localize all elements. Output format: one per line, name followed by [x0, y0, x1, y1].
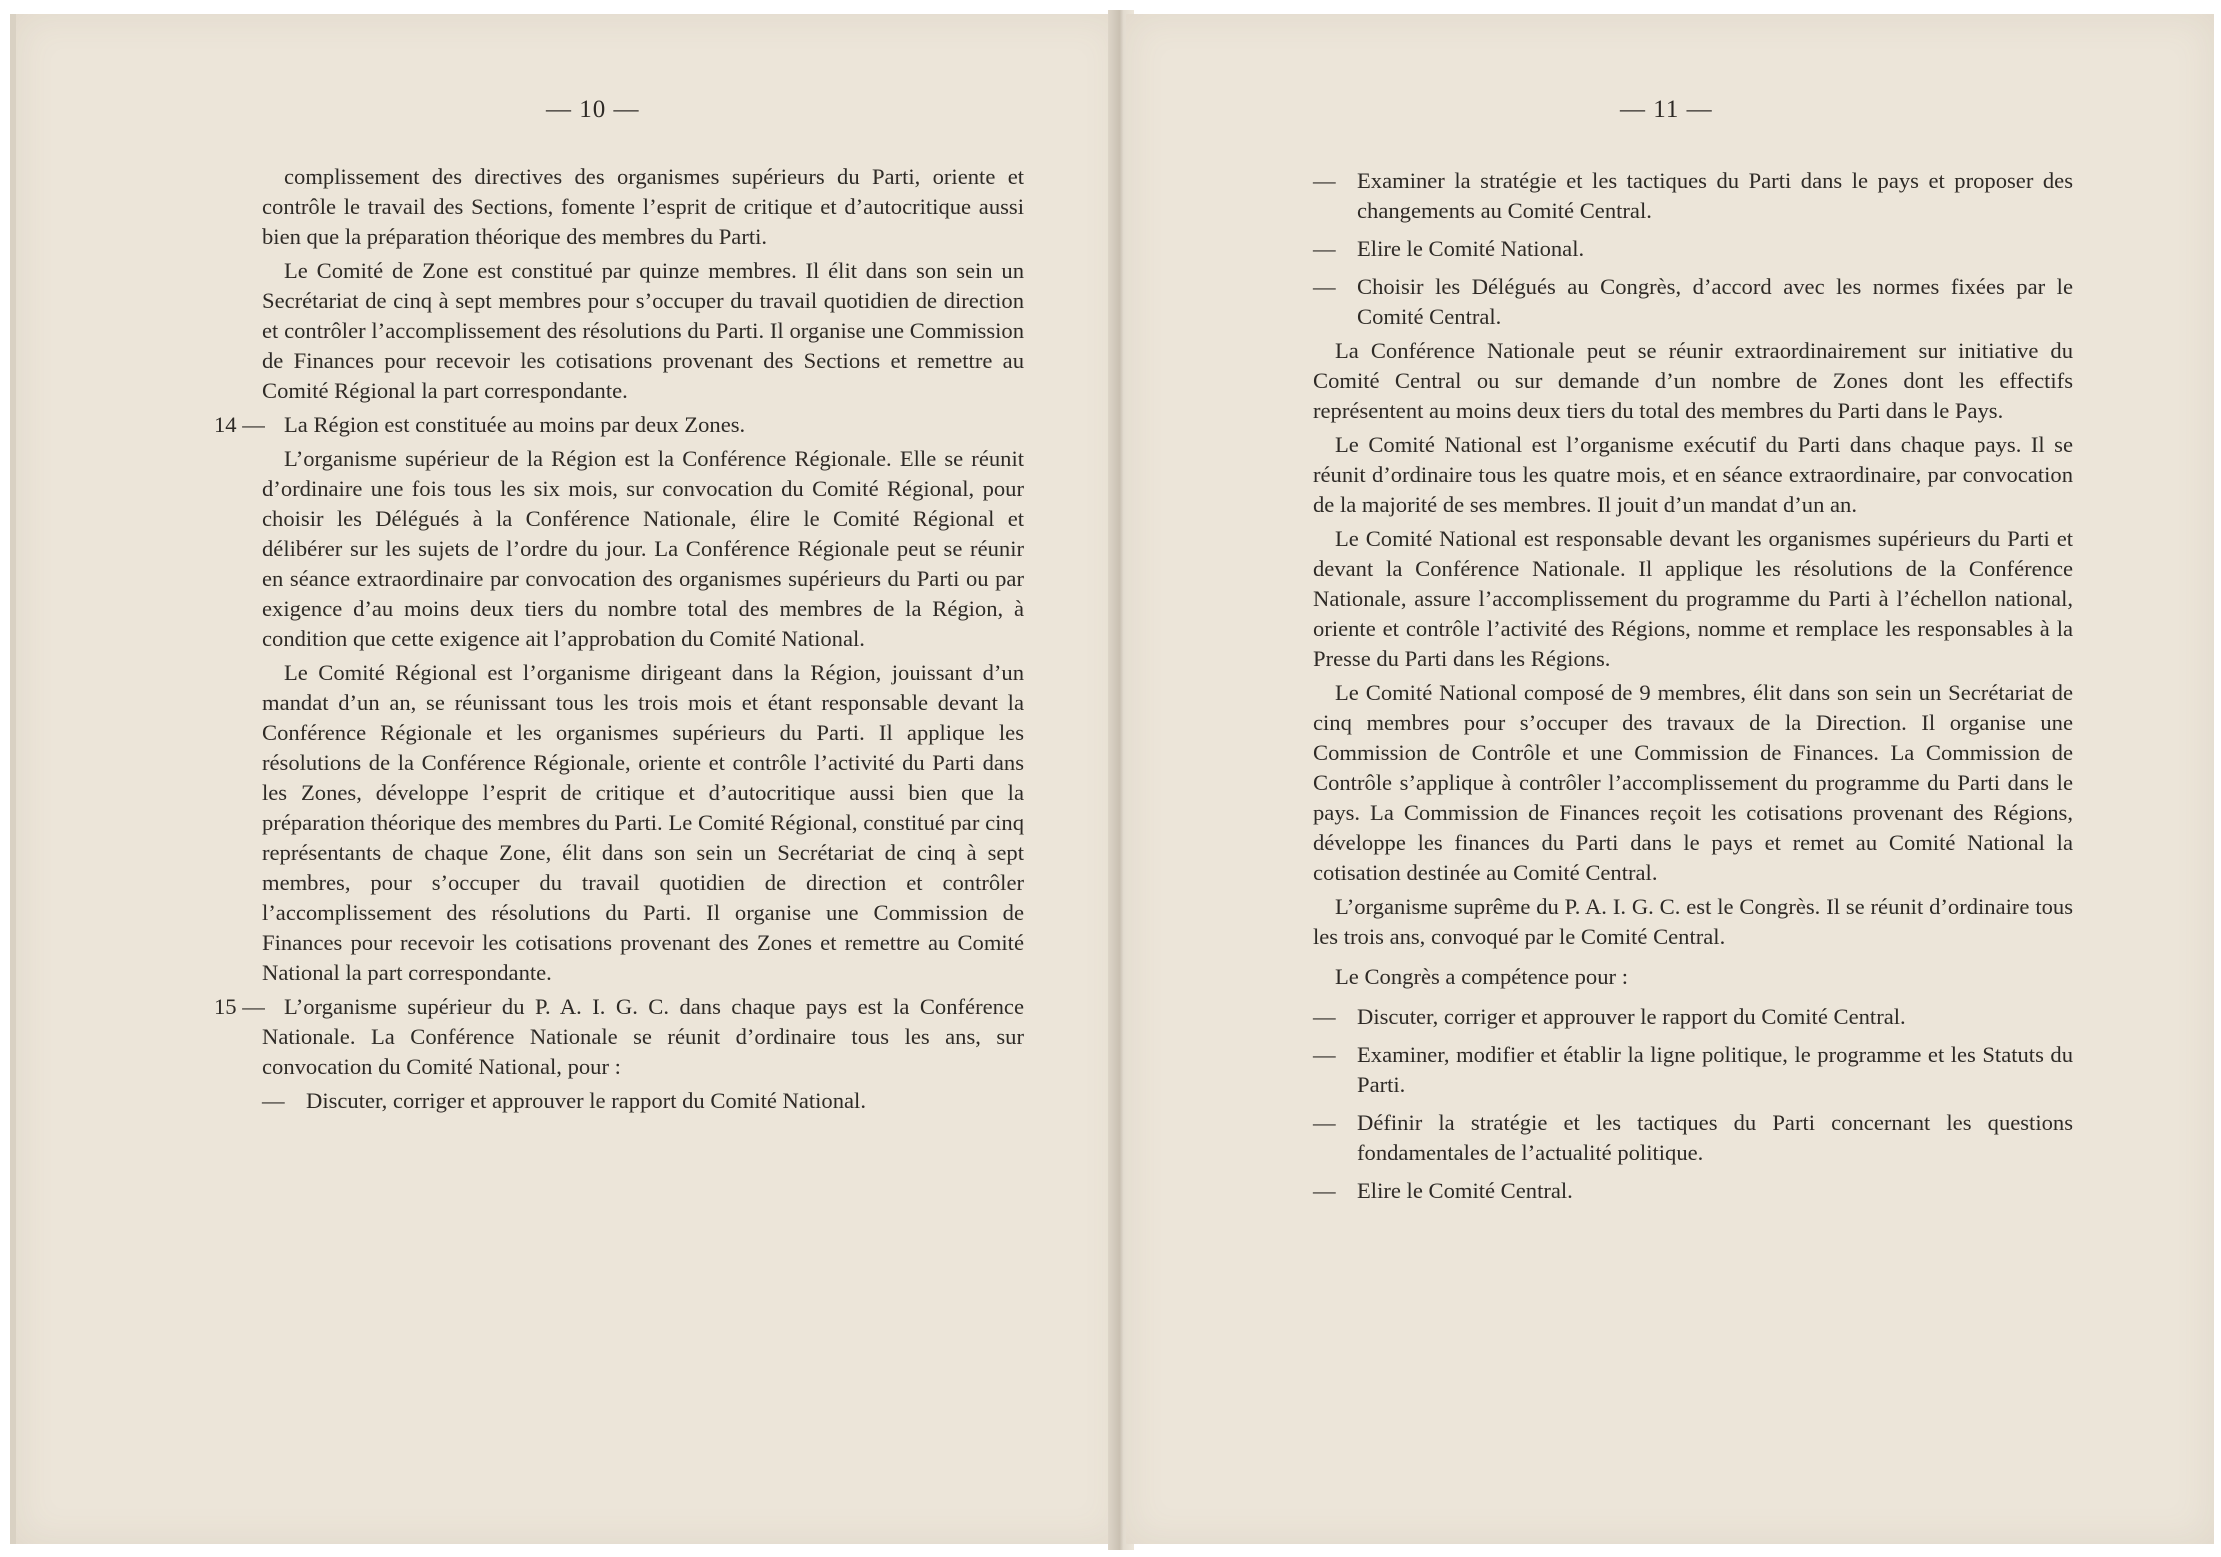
- paragraph: Le Congrès a compétence pour :: [1335, 964, 1628, 989]
- dash-list-item: [1313, 166, 2073, 226]
- list-item-text: Examiner la stratégie et les tactiques du Parti dans le pays et proposer des changements au Comité Central.: [1357, 168, 2073, 223]
- list-item-text: Choisir les Délégués au Congrès, d’accord avec les normes fixées par le Comité Central.: [1357, 274, 2073, 329]
- dash-bullet: —: [1313, 168, 1336, 193]
- list-item-text: Elire le Comité Central.: [1357, 1178, 1573, 1203]
- left-page: [10, 14, 1122, 1544]
- spacer: [1313, 952, 2073, 962]
- article-number: 15 —: [214, 994, 265, 1019]
- dash-bullet: —: [1313, 1042, 1336, 1067]
- right-page: [1126, 14, 2214, 1544]
- paragraph: Le Comité National composé de 9 membres, élit dans son sein un Secrétariat de cinq membres pour s’occuper des travaux de la Direction. Il organise une Commission de Contrôle et une Commission de Finances. La Commission de Contrôle s’applique à contrôler l’accomplissement du programme du Parti dans le pays. La Commission de Finances reçoit les cotisations provenant des Régions, développe les finances du Parti dans le pays et remet au Comité National la cotisation destinée au Comité Central.: [1313, 680, 2073, 885]
- paragraph: Le Comité de Zone est constitué par quinze membres. Il élit dans son sein un Secrétariat de cinq à sept membres pour s’occuper du travail quotidien de direction et contrôler l’accomplissement des résolutions du Parti. Il organise une Commission de Finances pour recevoir les cotisations provenant des Sections et remettre au Comité Régional la part correspondante.: [262, 258, 1024, 403]
- article-paragraph: [214, 410, 1024, 440]
- article-paragraph: [214, 992, 1024, 1082]
- article-text: La Région est constituée au moins par deux Zones.: [284, 412, 746, 437]
- dash-list-item: [1313, 234, 2073, 264]
- dash-list-item: [1313, 1108, 2073, 1168]
- dash-bullet: —: [1313, 274, 1336, 299]
- paragraph: L’organisme supérieur de la Région est la Conférence Régionale. Elle se réunit d’ordinaire une fois tous les six mois, sur convocation du Comité Régional, pour choisir les Délégués à la Conférence Nationale, élire le Comité Régional et délibérer sur les sujets de l’ordre du jour. La Conférence Régionale peut se réunir en séance extraordinaire par convocation des organismes supérieurs du Parti ou par exigence d’au moins deux tiers du nombre total des membres de la Région, à condition que cette exigence ait l’approbation du Comité National.: [262, 446, 1024, 651]
- list-item-text: Définir la stratégie et les tactiques du Parti concernant les questions fondamentales de l’actualité politique.: [1357, 1110, 2073, 1165]
- text-column: [1313, 166, 2073, 1206]
- page-number: — 10 —: [546, 96, 640, 123]
- dash-list-item: [262, 1086, 1024, 1116]
- dash-bullet: —: [262, 1088, 285, 1113]
- spacer: [1313, 992, 2073, 1002]
- dash-bullet: —: [1313, 1178, 1336, 1203]
- dash-list-item: [1313, 1002, 2073, 1032]
- dash-bullet: —: [1313, 236, 1336, 261]
- dash-list-item: [1313, 1176, 2073, 1206]
- paragraph: complissement des directives des organismes supérieurs du Parti, oriente et contrôle le travail des Sections, fomente l’esprit de critique et d’autocritique aussi bien que la préparation théorique des membres du Parti.: [262, 164, 1024, 249]
- paragraph: L’organisme suprême du P. A. I. G. C. est le Congrès. Il se réunit d’ordinaire tous les trois ans, convoqué par le Comité Central.: [1313, 894, 2073, 949]
- article-number: 14 —: [214, 412, 265, 437]
- paragraph: Le Comité National est l’organisme exécutif du Parti dans chaque pays. Il se réunit d’ordinaire tous les quatre mois, et en séance extraordinaire, par convocation de la majorité de ses membres. Il jouit d’un mandat d’un an.: [1313, 432, 2073, 517]
- list-item-text: Elire le Comité National.: [1357, 236, 1585, 261]
- article-text: L’organisme supérieur du P. A. I. G. C. dans chaque pays est la Conférence Nationale. La Conférence Nationale se réunit d’ordinaire tous les ans, sur convocation du Comité National, pour :: [262, 994, 1024, 1079]
- paragraph: La Conférence Nationale peut se réunir extraordinairement sur initiative du Comité Central ou sur demande d’un nombre de Zones dont les effectifs représentent au moins deux tiers du total des membres du Parti dans le Pays.: [1313, 338, 2073, 423]
- dash-bullet: —: [1313, 1110, 1336, 1135]
- dash-bullet: —: [1313, 1004, 1336, 1029]
- list-item-text: Discuter, corriger et approuver le rapport du Comité National.: [306, 1088, 866, 1113]
- page-number: — 11 —: [1620, 96, 1713, 123]
- text-column: [214, 162, 1024, 1116]
- paragraph: Le Comité Régional est l’organisme dirigeant dans la Région, jouissant d’un mandat d’un an, se réunissant tous les trois mois et étant responsable devant la Conférence Régionale et les organismes supérieurs du Parti. Il applique les résolutions de la Conférence Régionale, oriente et contrôle l’activité du Parti dans les Zones, développe l’esprit de critique et d’autocritique aussi bien que la préparation théorique des membres du Parti. Le Comité Régional, constitué par cinq représentants de chaque Zone, élit dans son sein un Secrétariat de cinq à sept membres, pour s’occuper du travail quotidien de direction et contrôler l’accomplissement des résolutions du Parti. Il organise une Commission de Finances pour recevoir les cotisations provenant des Zones et remettre au Comité National la part correspondante.: [262, 660, 1024, 985]
- list-item-text: Examiner, modifier et établir la ligne politique, le programme et les Statuts du Parti.: [1357, 1042, 2073, 1097]
- paragraph: Le Comité National est responsable devant les organismes supérieurs du Parti et devant la Conférence Nationale. Il applique les résolutions de la Conférence Nationale, assure l’accomplissement du programme du Parti à l’échellon national, oriente et contrôle l’activité des Régions, nomme et remplace les responsables à la Presse du Parti dans les Régions.: [1313, 526, 2073, 671]
- dash-list-item: [1313, 272, 2073, 332]
- dash-list-item: [1313, 1040, 2073, 1100]
- list-item-text: Discuter, corriger et approuver le rapport du Comité Central.: [1357, 1004, 1906, 1029]
